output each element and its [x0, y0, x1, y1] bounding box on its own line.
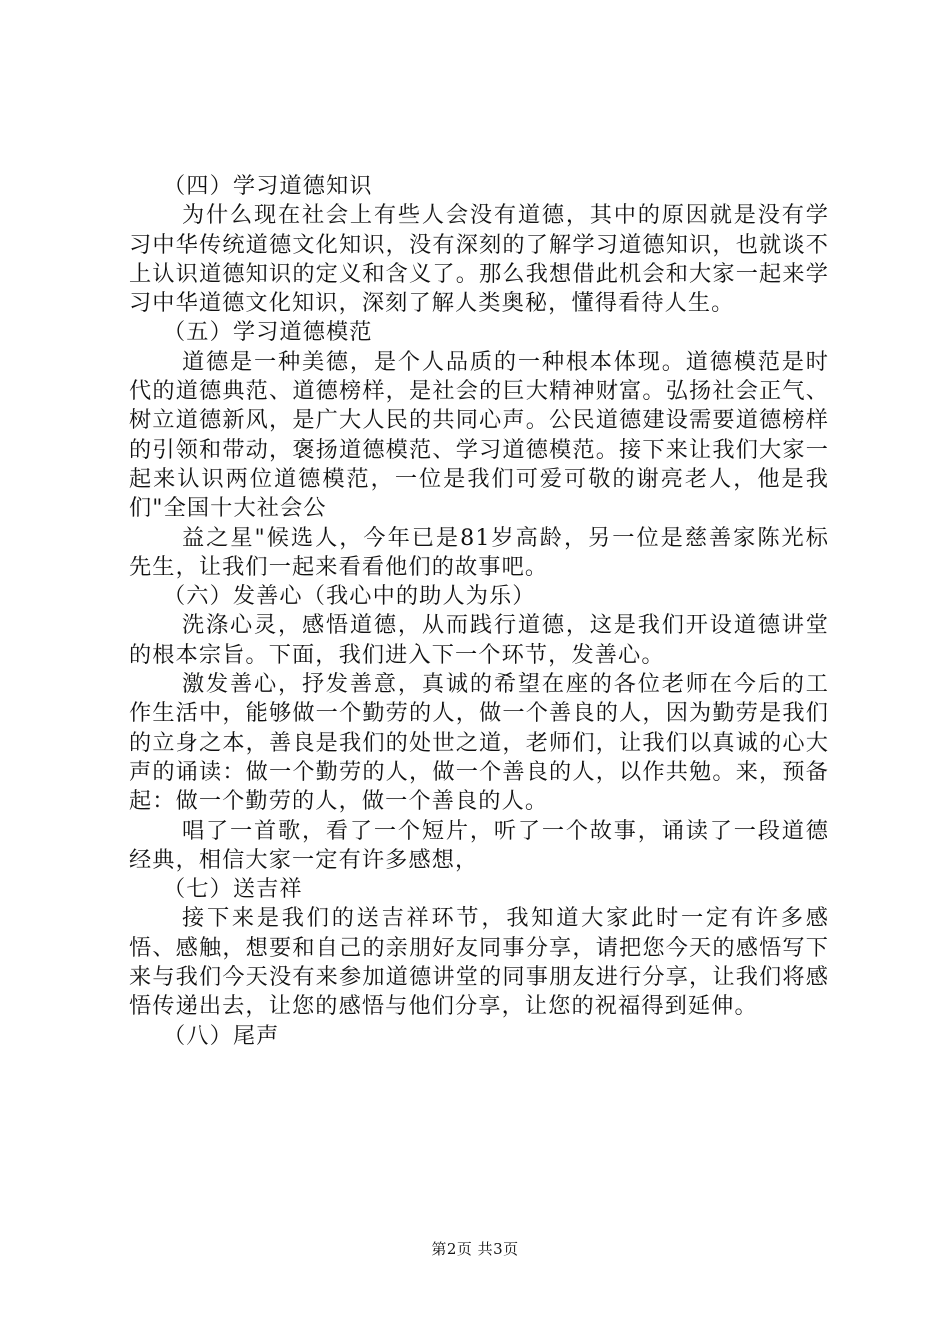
paragraph: 益之星"候选人，今年已是81岁高龄，另一位是慈善家陈光标先生，让我们一起来看看他们的故事吧。	[129, 524, 829, 580]
section-heading: （八）尾声	[163, 1022, 280, 1049]
paragraph: 激发善心，抒发善意，真诚的希望在座的各位老师在今后的工作生活中，能够做一个勤劳的人，做一个善良的人，因为勤劳是我们的立身之本，善良是我们的处世之道，老师们，让我们以真诚的心大声的诵读：做一个勤劳的人，做一个善良的人，以作共勉。来，预备起：做一个勤劳的人，做一个善良的人。	[129, 671, 829, 815]
paragraph: 接下来是我们的送吉祥环节，我知道大家此时一定有许多感悟、感触，想要和自己的亲朋好友同事分享，请把您今天的感悟写下来与我们今天没有来参加道德讲堂的同事朋友进行分享，让我们将感悟传递出去，让您的感悟与他们分享，让您的祝福得到延伸。	[129, 905, 829, 1020]
page-number-label: 第2页 共3页	[431, 1240, 519, 1258]
paragraph: 唱了一首歌，看了一个短片，听了一个故事，诵读了一段道德经典，相信大家一定有许多感想，	[129, 817, 829, 873]
paragraph: 道德是一种美德，是个人品质的一种根本体现。道德模范是时代的道德典范、道德榜样，是社会的巨大精神财富。弘扬社会正气、树立道德新风，是广大人民的共同心声。公民道德建设需要道德榜样的引领和带动，褒扬道德模范、学习道德模范。接下来让我们大家一起来认识两位道德模范，一位是我们可爱可敬的谢亮老人，他是我们"全国十大社会公	[129, 348, 829, 522]
section-heading: （四）学习道德知识	[163, 173, 373, 199]
section-heading: （七）送吉祥	[163, 876, 303, 903]
page-footer	[0, 1239, 950, 1259]
paragraph: 为什么现在社会上有些人会没有道德，其中的原因就是没有学习中华传统道德文化知识，没有深刻的了解学习道德知识，也就谈不上认识道德知识的定义和含义了。那么我想借此机会和大家一起来学习中华道德文化知识，深刻了解人类奥秘，懂得看待人生。	[129, 202, 829, 317]
section-heading: （六）发善心（我心中的助人为乐）	[163, 583, 536, 610]
paragraph: 洗涤心灵，感悟道德，从而践行道德，这是我们开设道德讲堂的根本宗旨。下面，我们进入下一个环节，发善心。	[129, 612, 829, 668]
document-body	[129, 172, 829, 1051]
section-heading: （五）学习道德模范	[163, 319, 373, 346]
